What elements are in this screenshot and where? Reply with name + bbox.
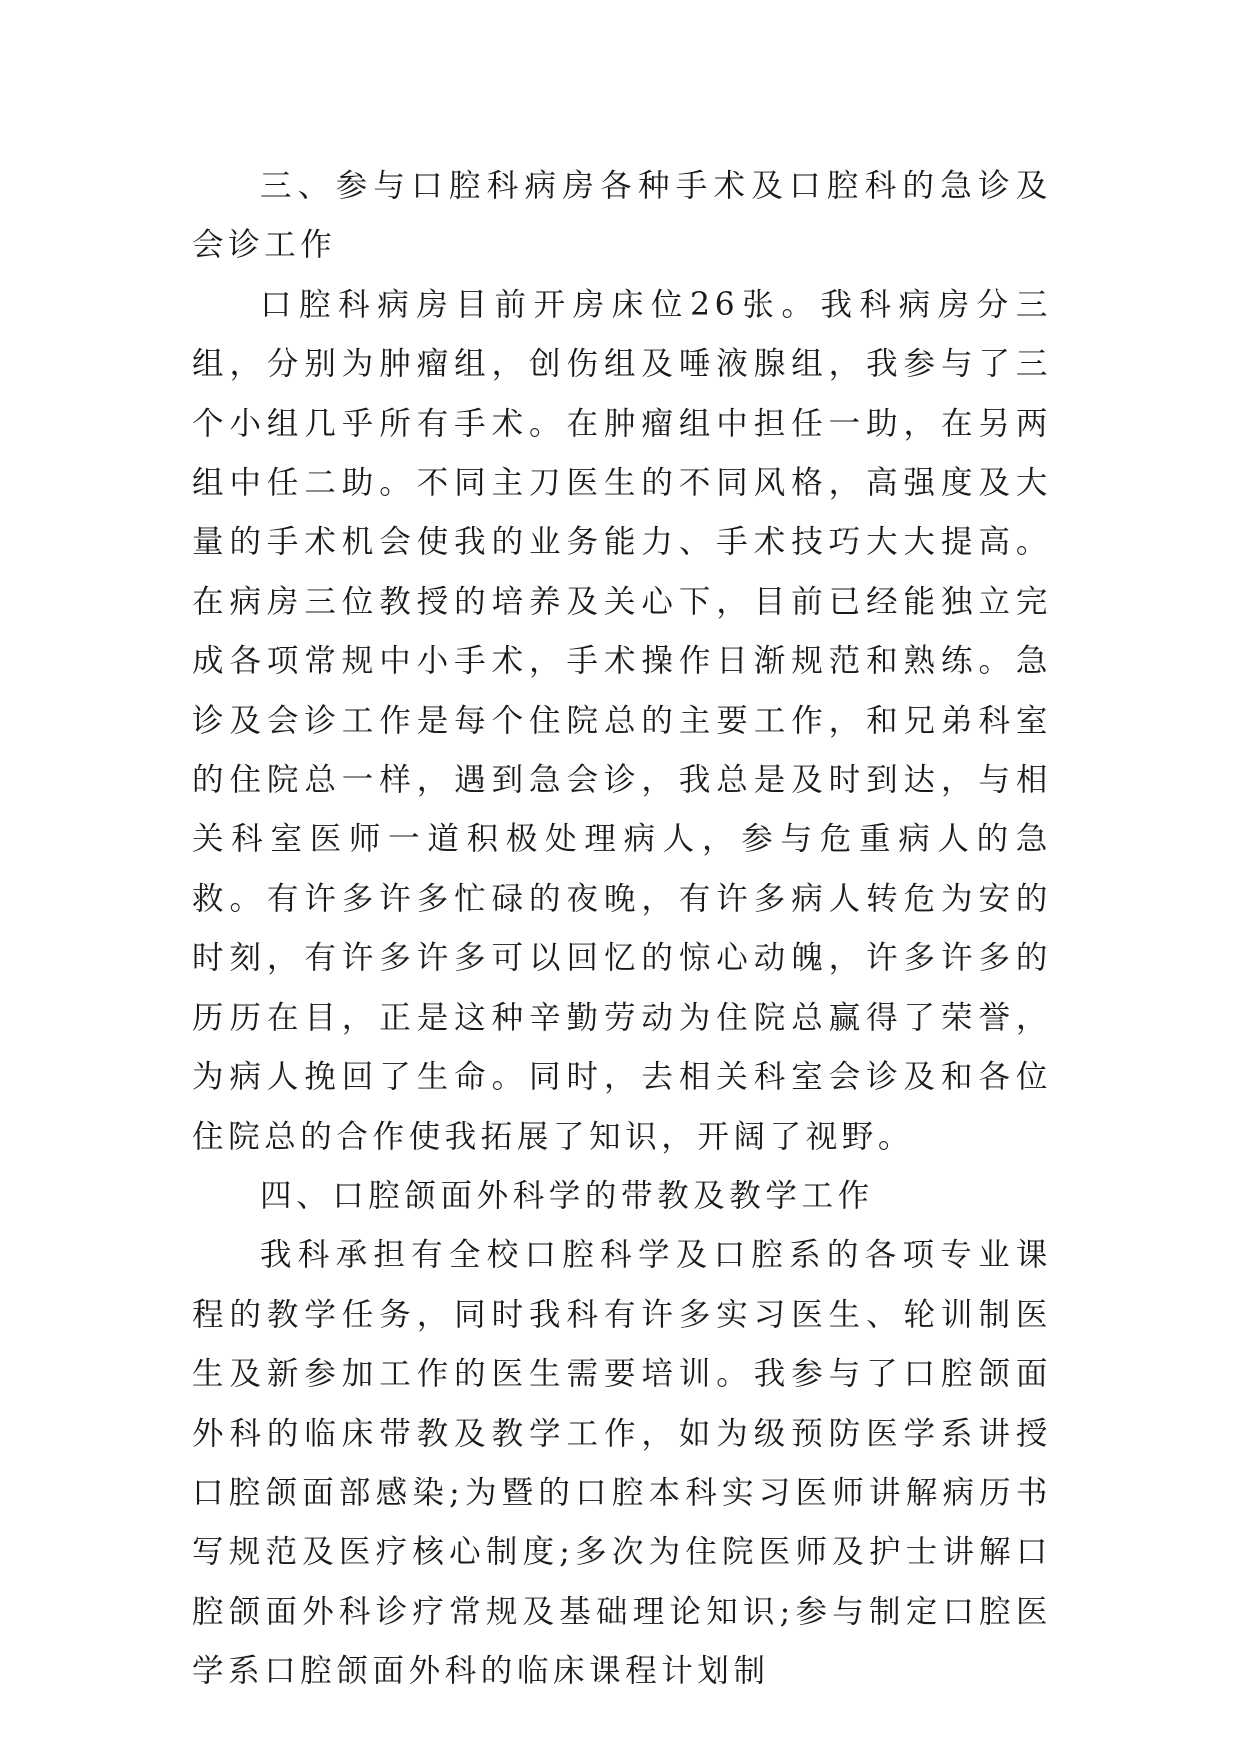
paragraph-teaching-work: 我科承担有全校口腔科学及口腔系的各项专业课程的教学任务，同时我科有许多实习医生、轮训制医生及新参加工作的医生需要培训。我参与了口腔颌面外科的临床带教及教学工作，如为级预防医学系讲授口腔颌面部感染;为暨的口腔本科实习医师讲解病历书写规范及医疗核心制度;多次为住院医师及护士讲解口腔颌面外科诊疗常规及基础理论知识;参与制定口腔医学系口腔颌面外科的临床课程计划制 (192, 1237, 1052, 1690)
section-heading-4: 四、口腔颌面外科学的带教及教学工作 (260, 1177, 874, 1214)
section-heading-3: 三、参与口腔科病房各种手术及口腔科的急诊及会诊工作 (192, 168, 1052, 264)
paragraph-ward-work: 口腔科病房目前开房床位26张。我科病房分三组，分别为肿瘤组，创伤组及唾液腺组，我参与了三个小组几乎所有手术。在肿瘤组中担任一助，在另两组中任二助。不同主刀医生的不同风格，高强度及大量的手术机会使我的业务能力、手术技巧大大提高。在病房三位教授的培养及关心下，目前已经能独立完成各项常规中小手术，手术操作日渐规范和熟练。急诊及会诊工作是每个住院总的主要工作，和兄弟科室的住院总一样，遇到急会诊，我总是及时到达，与相关科室医师一道积极处理病人，参与危重病人的急救。有许多许多忙碌的夜晚，有许多病人转危为安的时刻，有许多许多可以回忆的惊心动魄，许多许多的历历在目，正是这种辛勤劳动为住院总赢得了荣誉，为病人挽回了生命。同时，去相关科室会诊及和各位住院总的合作使我拓展了知识，开阔了视野。 (192, 286, 1052, 1155)
document-body (192, 157, 1052, 1702)
